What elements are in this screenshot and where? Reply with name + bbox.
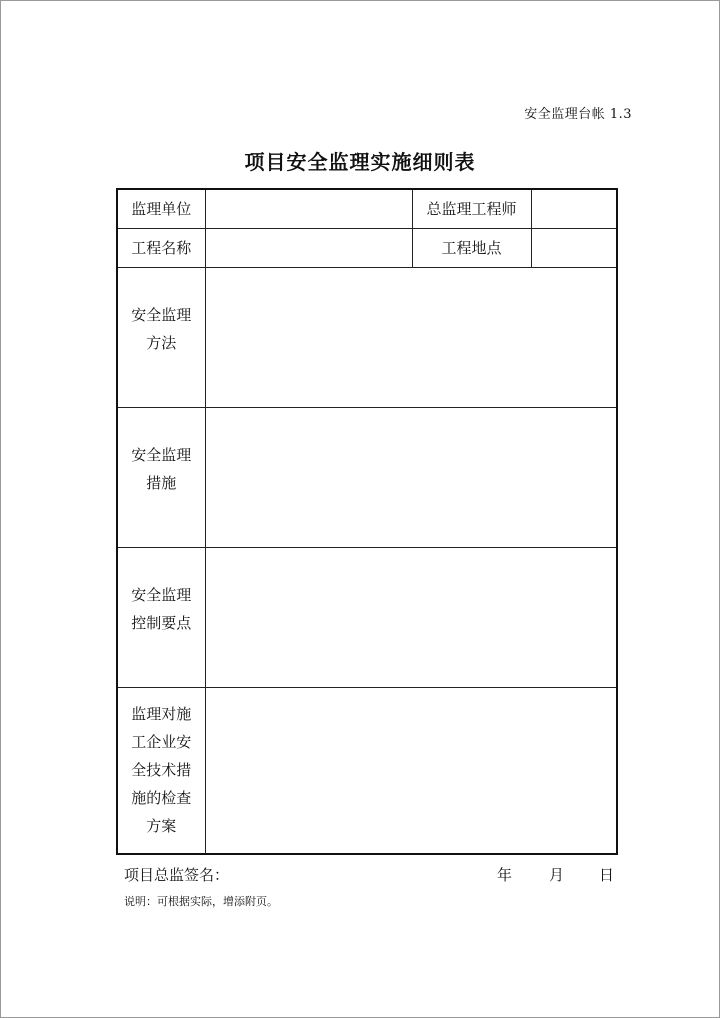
safety-method-label: 安全监理 方法: [117, 267, 205, 407]
control-points-field[interactable]: [205, 547, 617, 687]
form-table: [116, 188, 618, 855]
footnote: 说明：可根据实际，增添附页。: [124, 895, 278, 908]
project-location-label: 工程地点: [412, 228, 531, 267]
chief-engineer-label: 总监理工程师: [412, 189, 531, 228]
project-name-label: 工程名称: [117, 228, 205, 267]
date-month-label: 月: [549, 866, 565, 884]
supervision-unit-field[interactable]: [205, 189, 412, 228]
table-row-project-name: [117, 228, 617, 267]
inspection-plan-field[interactable]: [205, 687, 617, 854]
chief-engineer-field[interactable]: [531, 189, 617, 228]
project-name-field[interactable]: [205, 228, 412, 267]
table-row-measures: [117, 407, 617, 547]
safety-measures-label: 安全监理 措施: [117, 407, 205, 547]
page-title: 项目安全监理实施细则表: [244, 150, 476, 174]
supervision-unit-label: 监理单位: [117, 189, 205, 228]
ledger-number: 安全监理台帐 1.3: [524, 107, 632, 122]
control-points-label: 安全监理 控制要点: [117, 547, 205, 687]
signature-label: 项目总监签名：: [124, 866, 230, 884]
date-year-label: 年: [497, 866, 513, 884]
table-row-inspection-plan: [117, 687, 617, 854]
date-day-label: 日: [599, 866, 615, 884]
inspection-plan-label: 监理对施 工企业安 全技术措 施的检查 方案: [117, 687, 205, 854]
table-row-supervision-unit: [117, 189, 617, 228]
project-location-field[interactable]: [531, 228, 617, 267]
table-row-method: [117, 267, 617, 407]
table-row-control-points: [117, 547, 617, 687]
safety-measures-field[interactable]: [205, 407, 617, 547]
safety-method-field[interactable]: [205, 267, 617, 407]
